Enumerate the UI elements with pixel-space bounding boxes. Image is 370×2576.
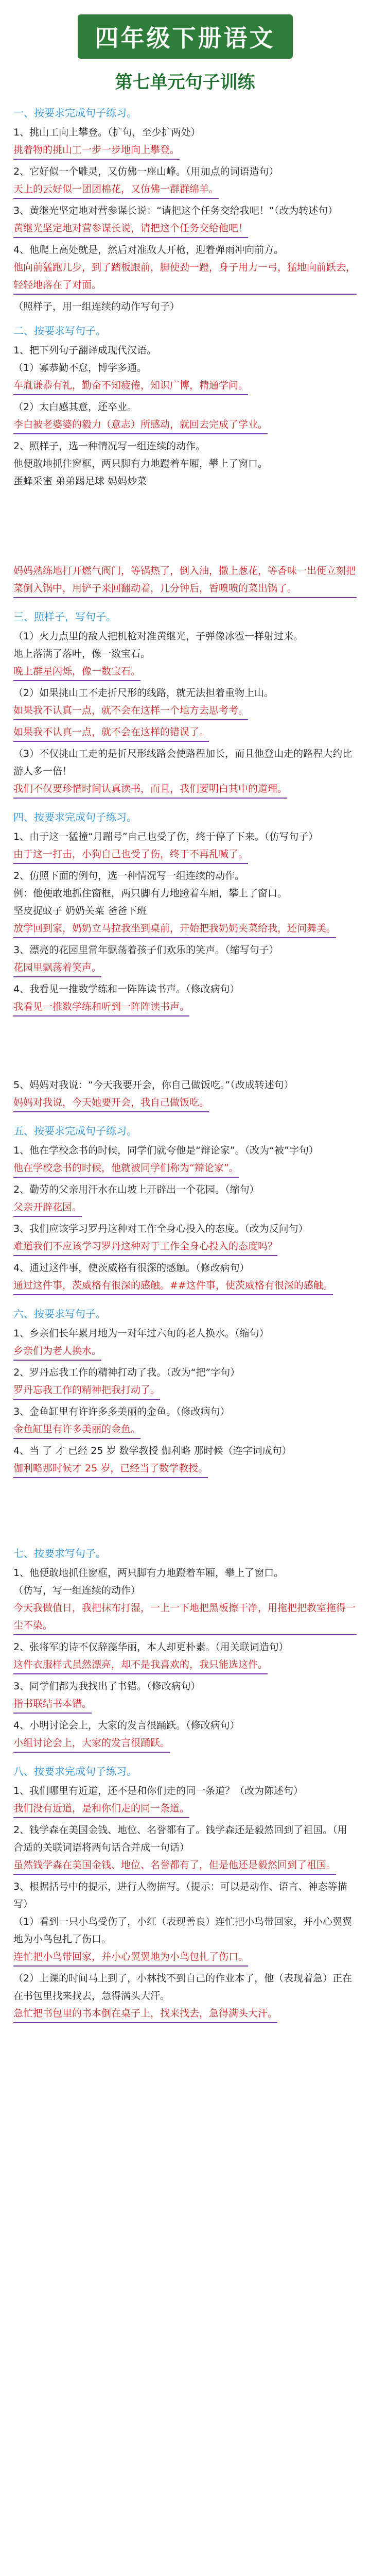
question-text: （2）太白感其意，还卒业。 xyxy=(13,401,137,413)
question-text: 坚皮捉蚊子 奶奶关菜 爸爸下班 xyxy=(13,905,147,917)
question-text: 4、他爬上高处就是，然后对准敌人开枪，迎着弹雨冲向前方。 xyxy=(13,244,284,256)
blank-space xyxy=(13,1481,357,1538)
section-heading: 五、按要求完成句子练习。 xyxy=(13,1125,137,1137)
answer-row xyxy=(13,1856,357,1878)
answer-row xyxy=(13,663,357,684)
blank-space xyxy=(13,1020,357,1076)
answer-row xyxy=(13,780,357,802)
page-subtitle: 第七单元句子训练 xyxy=(115,72,255,93)
answer-row xyxy=(13,2005,357,2026)
answer-text: 由于这一打击，小狗自己也受了伤，终于不再乱喊了。 xyxy=(13,845,248,864)
question-text: 1、我们哪里有近道，还不是和你们走的同一条道？（改为陈述句） xyxy=(13,1785,304,1797)
answer-row xyxy=(13,219,357,241)
question-text: 地上落满了落叶，像一数宝石。 xyxy=(13,648,151,659)
answer-row xyxy=(13,377,357,398)
question-text: 1、他便敢地抓住窗框，两只脚有力地蹬着车厢，攀上了窗口。 xyxy=(13,1567,284,1579)
section-heading: 六、按要求写句子。 xyxy=(13,1308,106,1320)
question-text: 4、当 了 才 已经 25 岁 数学教授 伽利略 那时候（连字词成句） xyxy=(13,1445,292,1456)
question-text: 3、漂亮的花园里常年飘荡着孩子们欢乐的笑声。（缩写句子） xyxy=(13,944,279,956)
section-heading: 七、按要求写句子。 xyxy=(13,1547,106,1560)
answer-text: 李白被老婆婆的毅力（意志）所感动，就回去完成了学业。 xyxy=(13,416,268,434)
answer-text: 晚上群星闪烁，像一数宝石。 xyxy=(13,663,140,681)
answer-row xyxy=(13,1198,357,1220)
question-text: 2、勤劳的父亲用汗水在山坡上开辟出一个花园。（缩句） xyxy=(13,1184,259,1195)
exercise-block-4 xyxy=(13,1545,357,2026)
question-text: 4、通过这件事，使茨威格有很深的感触。（修改病句） xyxy=(13,1262,250,1274)
answer-row xyxy=(13,1381,357,1403)
section-heading: 一、按要求完成句子练习。 xyxy=(13,107,137,119)
answer-row xyxy=(13,1656,357,1677)
answer-row xyxy=(13,259,357,298)
answer-text: 放学回到家，奶奶立马拉我坐到桌前，开始把我奶奶夹菜给我，还问舞美。 xyxy=(13,920,336,938)
answer-row xyxy=(13,845,357,867)
question-text: 2、钱学森在美国金钱、地位、名誉都有了。钱学森还是毅然回到了祖国。（用合适的关联词语将两句话合并成一句话） xyxy=(13,1824,347,1853)
answer-row xyxy=(13,1277,357,1298)
question-text: 2、照样子，选一种情况写一组连续的动作。 xyxy=(13,440,206,452)
answer-text: 我看见一推数学练和听到一阵阵读书声。 xyxy=(13,998,189,1016)
answer-text: 天上的云好似一团团棉花，又仿佛一群群绵羊。 xyxy=(13,180,219,199)
answer-row xyxy=(13,1420,357,1442)
question-text: 3、金鱼缸里有许许多多美丽的金鱼。（修改病句） xyxy=(13,1406,230,1417)
answer-row xyxy=(13,1695,357,1717)
answer-text: 如果我不认真一点，就不会在这样的错误了。 xyxy=(13,723,209,742)
answer-row xyxy=(13,1948,357,1970)
title-banner xyxy=(13,14,357,59)
answer-text: 通过这件事，茨威格有很深的感触。##这件事，使茨威格有很深的感触。 xyxy=(13,1277,333,1295)
question-text: 例：他便敢地抓住窗框，两只脚有力地蹬着车厢，攀上了窗口。 xyxy=(13,888,288,899)
answer-text: 急忙把书包里的书本倒在桌子上，找来找去，急得满头大汗。 xyxy=(13,2005,277,2023)
answer-text: 父亲开辟花园。 xyxy=(13,1198,82,1217)
answer-text: 连忙把小鸟带回家，并小心翼翼地为小鸟包扎了伤口。 xyxy=(13,1948,248,1967)
answer-text: 车胤谦恭有礼，勤奋不知疲倦，知识广博，精通学问。 xyxy=(13,377,248,395)
answer-text: 黄继光坚定地对营参谋长说，请把这个任务交给他吧！ xyxy=(13,219,248,238)
answer-row xyxy=(13,416,357,437)
question-text: 2、它好似一个雕灵，又仿佛一座山峰。（用加点的词语造句） xyxy=(13,166,279,177)
question-text: 1、由于这一猛撞“月蹦号”自己也受了伤，终于停了下来。（仿写句子） xyxy=(13,831,319,842)
exercise-block-1 xyxy=(13,105,357,490)
answer-row xyxy=(13,1342,357,1364)
answer-text: 如果我不认真一点，就不会在这样一个地方去思考考。 xyxy=(13,702,248,720)
answer-row xyxy=(13,702,357,723)
answer-row xyxy=(13,998,357,1020)
question-text: 2、罗丹忘我工作的精神打动了我。（改为“把”字句） xyxy=(13,1367,240,1378)
question-text: 3、黄继光坚定地对营参谋长说：“请把这个任务交给我吧！”（改为转述句） xyxy=(13,205,338,216)
question-text: 3、我们应该学习罗丹这种对工作全身心投入的态度。（改为反问句） xyxy=(13,1223,308,1234)
answer-row xyxy=(13,723,357,745)
exercise-block-2 xyxy=(13,562,357,1020)
answer-text: 他在学校念书的时候，他就被同学们称为“辩论家”。 xyxy=(13,1159,239,1178)
answer-row xyxy=(13,141,357,163)
answer-text: 妈妈对我说，今天她要开会，我自己做饭吃。 xyxy=(13,1094,209,1112)
answer-text: 难道我们不应该学习罗丹这种对于工作全身心投入的态度吗？ xyxy=(13,1238,277,1256)
section-heading: 四、按要求完成句子练习。 xyxy=(13,811,137,823)
answer-row xyxy=(13,1238,357,1259)
answer-row xyxy=(13,1460,357,1481)
question-text: 1、把下列句子翻译成现代汉语。 xyxy=(13,345,157,356)
answer-text: 我们没有近道，是和你们走的同一条道。 xyxy=(13,1800,189,1818)
question-text: （2）如果挑山工不走折尺形的线路，就无法担着重物上山。 xyxy=(13,687,274,699)
answer-row xyxy=(13,1159,357,1181)
answer-row xyxy=(13,562,357,601)
answer-text: 今天我做值日，我把抹布打湿，一上一下地把黑板擦干净，用拖把把教室拖得一尘不染。 xyxy=(13,1599,357,1635)
question-text: 3、根据括号中的提示，进行人物描写。（提示：可以是动作、语言、神态等描写） xyxy=(13,1881,347,1910)
answer-row xyxy=(13,1094,357,1115)
answer-text: 他向前猛跑几步，到了踏板跟前，脚使劲一蹬，身子用力一弓，猛地向前跃去，轻轻地落在了对面。 xyxy=(13,259,357,295)
question-text: （2）上课的时间马上到了，小林找不到自己的作业本了，他（表现着急）正在在书包里找来找去，急得满头大汗。 xyxy=(13,1973,353,2002)
answer-text: 这件衣服样式虽然漂亮，却不是我喜欢的，我只能选这件。 xyxy=(13,1656,268,1674)
answer-row xyxy=(13,1800,357,1821)
question-text: 蛋蜂采蜜 弟弟踢足球 妈妈炒菜 xyxy=(13,476,147,487)
question-text: （1）火力点里的敌人把机枪对准黄继光，子弹像冰雹一样射过来。 xyxy=(13,631,304,642)
question-text: （3）不仅挑山工走的是折尺形线路会使路程加长，而且他登山走的路程大约比游人多一倍！ xyxy=(13,748,353,777)
question-text: （1）寡恭勤不怠，博学多通。 xyxy=(13,362,147,374)
answer-text: 乡亲们为老人换水。 xyxy=(13,1342,101,1361)
answer-text: 金鱼缸里有许多美丽的金鱼。 xyxy=(13,1420,140,1439)
question-text: 2、张将军的诗不仅辞藻华丽，本人却更朴素。（用关联词造句） xyxy=(13,1641,289,1653)
answer-row xyxy=(13,959,357,980)
section-heading: 三、照样子，写句子。 xyxy=(13,611,116,623)
answer-text: 妈妈熟练地打开燃气阀门，等锅热了，倒入油，撒上葱花，等香味一出便立刻把菜倒入锅中，用铲子来回翻动着，几分钟后，香喷喷的菜出锅了。 xyxy=(13,562,357,598)
page-title: 四年级下册语文 xyxy=(78,14,293,59)
blank-space xyxy=(13,490,357,562)
answer-row xyxy=(13,1734,357,1756)
question-text: 他便敢地抓住窗框，两只脚有力地蹬着车厢，攀上了窗口。 xyxy=(13,458,268,469)
question-text: 3、同学们都为我找出了书错。（修改病句） xyxy=(13,1681,201,1692)
question-text: 4、小明讨论会上，大家的发言很踊跃。（修改病句） xyxy=(13,1720,240,1731)
question-text: 1、他在学校念书的时候，同学们就夸他是“辩论家”。（改为“被”字句） xyxy=(13,1145,319,1156)
question-text: 1、乡亲们长年累月地为一对年过六旬的老人换水。（缩句） xyxy=(13,1328,269,1339)
answer-text: 虽然钱学森在美国金钱、地位、名誉都有了，但是他还是毅然回到了祖国。 xyxy=(13,1856,336,1875)
question-text: （照样子，用一组连续的动作写句子） xyxy=(13,301,180,312)
answer-text: 小组讨论会上，大家的发言很踊跃。 xyxy=(13,1734,170,1753)
question-text: 1、挑山工向上攀登。（扩句，至少扩两处） xyxy=(13,127,201,138)
answer-text: 指书联结书本错。 xyxy=(13,1695,92,1714)
answer-text: 花园里飘荡着笑声。 xyxy=(13,959,101,977)
question-text: 4、我看见一推数学练和一阵阵读书声。（修改病句） xyxy=(13,984,240,995)
section-heading: 八、按要求完成句子练习。 xyxy=(13,1765,137,1777)
answer-text: 罗丹忘我工作的精神把我打动了。 xyxy=(13,1381,160,1400)
question-text: （1）看到一只小鸟受伤了，小红（表现善良）连忙把小鸟带回家，并小心翼翼地为小鸟包扎了伤口。 xyxy=(13,1916,353,1945)
question-text: 2、仿照下面的例句，选一种情况写一组连续的动作。 xyxy=(13,870,245,882)
question-text: 5、妈妈对我说：“今天我要开会，你自己做饭吃。”（改成转述句） xyxy=(13,1079,294,1091)
answer-text: 我们不仅要珍惜时间认真读书，而且，我们要明白其中的道理。 xyxy=(13,780,287,799)
exercise-block-3 xyxy=(13,1076,357,1481)
answer-text: 伽利略那时候才 25 岁，已经当了数学教授。 xyxy=(13,1460,208,1478)
answer-row xyxy=(13,1599,357,1638)
answer-row xyxy=(13,920,357,941)
answer-row xyxy=(13,180,357,202)
question-text: （仿写，写一组连续的动作） xyxy=(13,1585,141,1596)
section-heading: 二、按要求写句子。 xyxy=(13,325,106,337)
answer-text: 挑着物的挑山工一步一步地向上攀登。 xyxy=(13,141,180,160)
